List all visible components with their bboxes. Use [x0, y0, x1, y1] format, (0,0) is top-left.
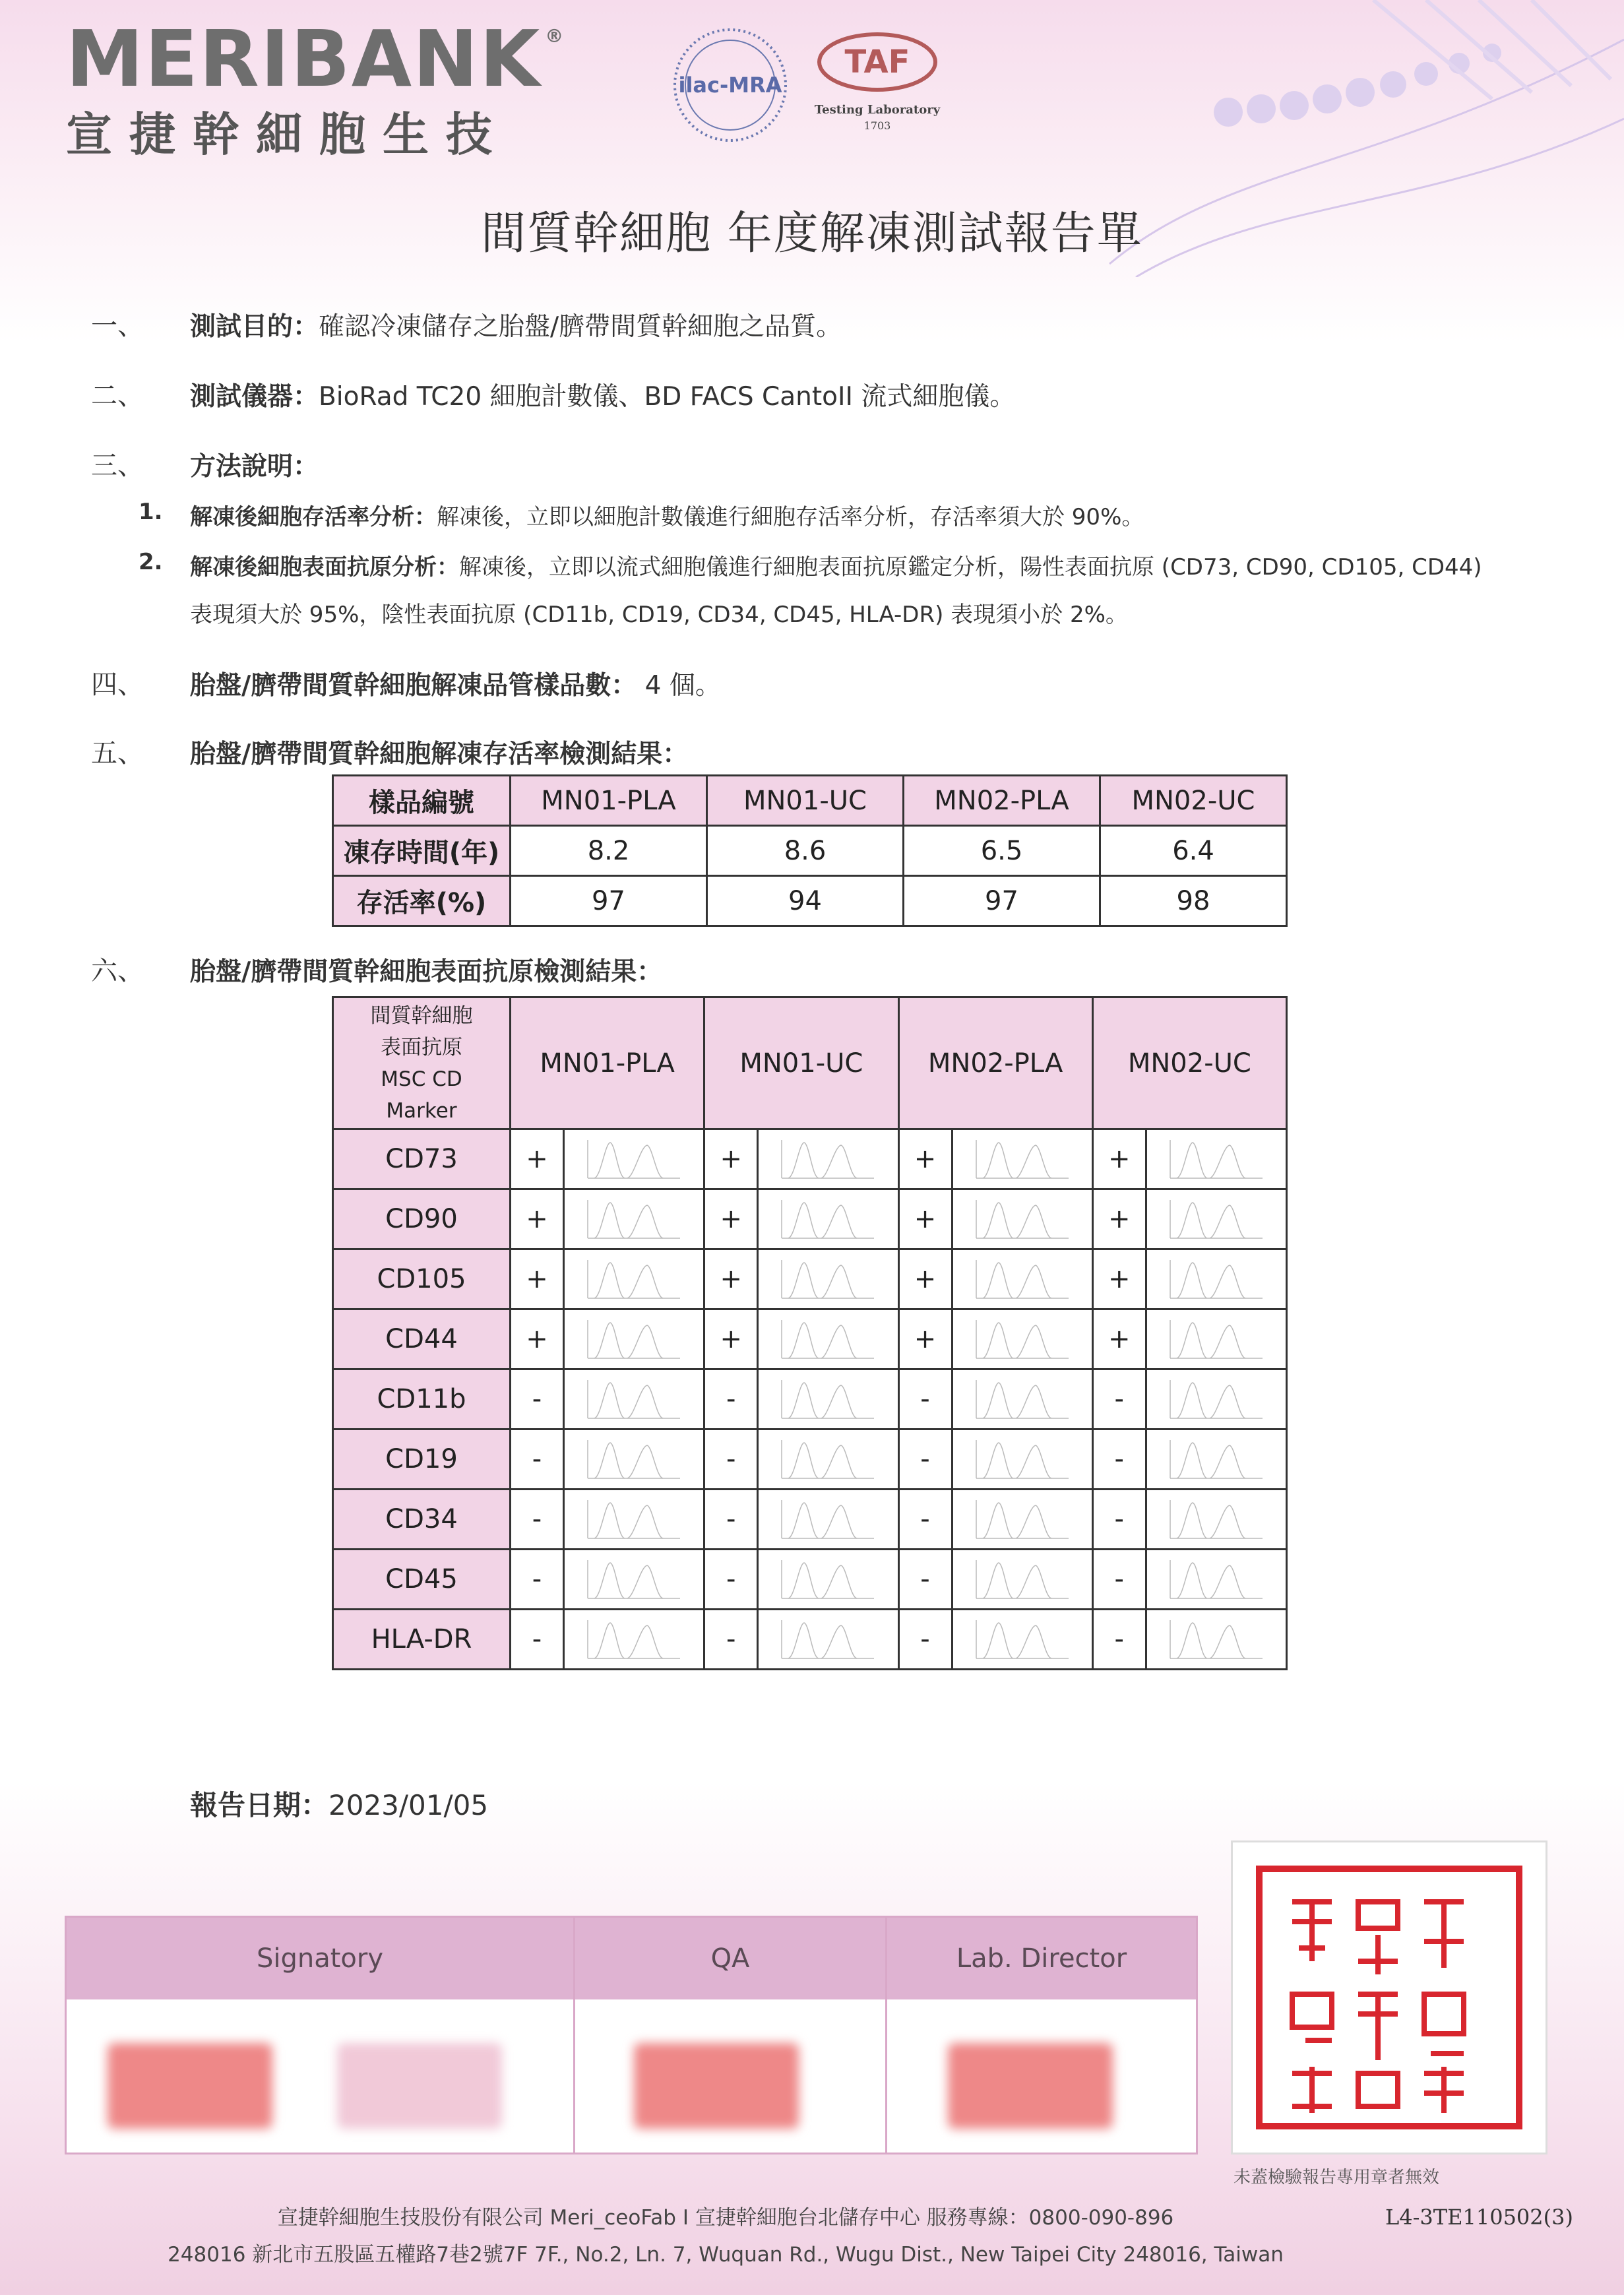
viability-cell: 8.2: [511, 826, 707, 876]
viability-header-cell: MN02-PLA: [904, 776, 1100, 826]
method-1: 解凍後細胞存活率分析：解凍後，立即以細胞計數儀進行細胞存活率分析，存活率須大於 90%。: [190, 504, 1144, 530]
flow-histogram: [564, 1249, 704, 1309]
viability-header-cell: MN01-UC: [707, 776, 904, 826]
marker-row: [333, 1490, 1287, 1550]
viability-cell: 97: [511, 876, 707, 926]
marker-name: CD34: [333, 1490, 511, 1550]
marker-result: -: [704, 1430, 758, 1490]
qa-header: QA: [575, 1918, 885, 1999]
viability-cell: 98: [1100, 876, 1287, 926]
marker-row: [333, 1430, 1287, 1490]
flow-histogram: [952, 1369, 1092, 1430]
flow-histogram: [1146, 1249, 1286, 1309]
report-date: 報告日期：2023/01/05: [190, 1789, 489, 1821]
flow-histogram: [758, 1369, 898, 1430]
marker-name: CD44: [333, 1309, 511, 1369]
flow-histogram: [564, 1129, 704, 1189]
marker-result: -: [898, 1369, 952, 1430]
viability-row-label: 存活率(%): [333, 876, 511, 926]
marker-result: +: [898, 1129, 952, 1189]
section-2-number: 二、: [91, 381, 144, 411]
marker-result: -: [1092, 1490, 1146, 1550]
marker-result: -: [898, 1430, 952, 1490]
marker-name: CD73: [333, 1129, 511, 1189]
marker-result: +: [511, 1189, 564, 1249]
viability-row-label: 凍存時間(年): [333, 826, 511, 876]
footer-address: 248016 新北市五股區五權路7巷2號7F 7F., No.2, Ln. 7, Wuquan Rd., Wugu Dist., New Taipei City 248016, Taiwan: [168, 2243, 1284, 2267]
marker-result: -: [704, 1369, 758, 1430]
flow-histogram: [758, 1309, 898, 1369]
flow-histogram: [758, 1189, 898, 1249]
marker-result: -: [898, 1490, 952, 1550]
marker-sample-header: MN02-UC: [1092, 997, 1286, 1129]
svg-text:ilac-MRA: ilac-MRA: [678, 73, 782, 98]
section-5-title: 胎盤/臍帶間質幹細胞解凍存活率檢測結果：: [190, 739, 689, 769]
flow-histogram: [564, 1610, 704, 1670]
section-3-number: 三、: [91, 451, 144, 481]
marker-name: CD11b: [333, 1369, 511, 1430]
marker-result: +: [704, 1189, 758, 1249]
marker-name: CD90: [333, 1189, 511, 1249]
report-title: 間質幹細胞 年度解凍測試報告單: [481, 208, 1143, 260]
marker-row: [333, 1610, 1287, 1670]
marker-result: +: [898, 1249, 952, 1309]
flow-histogram: [952, 1309, 1092, 1369]
corner-line: Marker: [386, 1098, 457, 1123]
flow-histogram: [952, 1249, 1092, 1309]
marker-result: -: [511, 1550, 564, 1610]
taf-logo: [811, 29, 943, 141]
signatory-signature: [108, 2043, 272, 2129]
viability-table: [332, 774, 1288, 927]
marker-result: +: [898, 1309, 952, 1369]
viability-header-cell: MN01-PLA: [511, 776, 707, 826]
document-code: L4-3TE110502(3): [1385, 2205, 1573, 2230]
marker-result: -: [898, 1610, 952, 1670]
marker-corner-cell: [333, 997, 511, 1129]
marker-sample-header: MN02-PLA: [898, 997, 1092, 1129]
viability-cell: 6.4: [1100, 826, 1287, 876]
marker-table: [332, 996, 1288, 1670]
marker-result: +: [704, 1309, 758, 1369]
flow-histogram: [952, 1490, 1092, 1550]
marker-sample-header: MN01-UC: [704, 997, 898, 1129]
taf-number: 1703: [863, 119, 891, 132]
ilac-mra-logo: [671, 26, 789, 144]
flow-histogram: [1146, 1129, 1286, 1189]
section-6-title: 胎盤/臍帶間質幹細胞表面抗原檢測結果：: [190, 957, 663, 987]
flow-histogram: [952, 1610, 1092, 1670]
marker-row: [333, 1369, 1287, 1430]
viability-cell: 97: [904, 876, 1100, 926]
marker-result: +: [1092, 1129, 1146, 1189]
flow-histogram: [564, 1490, 704, 1550]
section-5-number: 五、: [91, 738, 144, 769]
flow-histogram: [564, 1309, 704, 1369]
flow-histogram: [758, 1129, 898, 1189]
marker-name: CD45: [333, 1550, 511, 1610]
signature-box: [65, 1916, 1198, 2154]
marker-result: -: [511, 1610, 564, 1670]
qa-signature: [634, 2043, 799, 2129]
flow-histogram: [1146, 1550, 1286, 1610]
method-2-number: 2.: [139, 549, 163, 575]
marker-result: +: [1092, 1309, 1146, 1369]
section-2: 測試儀器：BioRad TC20 細胞計數儀、BD FACS CantoII 流式細胞儀。: [190, 382, 1016, 412]
seal-note: 未蓋檢驗報告專用章者無效: [1234, 2168, 1440, 2187]
flow-histogram: [758, 1490, 898, 1550]
marker-result: +: [704, 1249, 758, 1309]
marker-result: -: [1092, 1550, 1146, 1610]
svg-text:TAF: TAF: [844, 44, 910, 80]
marker-row: [333, 1189, 1287, 1249]
flow-histogram: [758, 1610, 898, 1670]
section-1-number: 一、: [91, 311, 144, 341]
marker-result: +: [511, 1249, 564, 1309]
corner-line: MSC CD: [381, 1067, 462, 1091]
flow-histogram: [758, 1430, 898, 1490]
corner-line: 間質幹細胞: [370, 1003, 473, 1028]
marker-result: +: [511, 1309, 564, 1369]
flow-histogram: [564, 1189, 704, 1249]
viability-header-cell: MN02-UC: [1100, 776, 1287, 826]
section-4-number: 四、: [91, 670, 144, 700]
marker-result: -: [898, 1550, 952, 1610]
lab-director-header: Lab. Director: [887, 1918, 1196, 1999]
footer-company: 宣捷幹細胞生技股份有限公司 Meri_ceoFab I 宣捷幹細胞台北儲存中心 服務專線：0800-090-896: [277, 2206, 1174, 2230]
viability-cell: 8.6: [707, 826, 904, 876]
marker-result: -: [704, 1490, 758, 1550]
flow-histogram: [1146, 1610, 1286, 1670]
marker-result: -: [511, 1490, 564, 1550]
flow-histogram: [952, 1550, 1092, 1610]
viability-cell: 94: [707, 876, 904, 926]
flow-histogram: [758, 1550, 898, 1610]
marker-result: +: [511, 1129, 564, 1189]
method-1-number: 1.: [139, 499, 163, 525]
marker-result: -: [704, 1550, 758, 1610]
viability-cell: 6.5: [904, 826, 1100, 876]
marker-result: -: [704, 1610, 758, 1670]
flow-histogram: [1146, 1189, 1286, 1249]
signatory-signature-2: [337, 2043, 502, 2129]
taf-subtitle: Testing Laboratory: [814, 103, 941, 117]
marker-row: [333, 1550, 1287, 1610]
flow-histogram: [952, 1430, 1092, 1490]
lab-director-signature: [948, 2043, 1113, 2129]
flow-histogram: [1146, 1309, 1286, 1369]
flow-histogram: [1146, 1490, 1286, 1550]
marker-name: CD105: [333, 1249, 511, 1309]
flow-histogram: [758, 1249, 898, 1309]
marker-result: +: [1092, 1249, 1146, 1309]
marker-result: -: [511, 1369, 564, 1430]
company-name-zh: 宣捷幹細胞生技: [66, 108, 509, 162]
signatory-header: Signatory: [67, 1918, 573, 1999]
marker-result: +: [704, 1129, 758, 1189]
method-2-continued: 表現須大於 95%，陰性表面抗原 (CD11b, CD19, CD34, CD45, HLA-DR) 表現須小於 2%。: [190, 602, 1128, 628]
flow-histogram: [952, 1189, 1092, 1249]
flow-histogram: [564, 1550, 704, 1610]
marker-result: +: [1092, 1189, 1146, 1249]
marker-row: [333, 1249, 1287, 1309]
marker-sample-header: MN01-PLA: [511, 997, 704, 1129]
flow-histogram: [564, 1369, 704, 1430]
flow-histogram: [1146, 1430, 1286, 1490]
official-seal: [1231, 1840, 1547, 2154]
section-4: 胎盤/臍帶間質幹細胞解凍品管樣品數： 4 個。: [190, 671, 721, 701]
viability-header-cell: 樣品編號: [333, 776, 511, 826]
marker-result: -: [1092, 1430, 1146, 1490]
section-1: 測試目的：確認冷凍儲存之胎盤/臍帶間質幹細胞之品質。: [190, 312, 842, 342]
marker-result: -: [511, 1430, 564, 1490]
method-2: 解凍後細胞表面抗原分析：解凍後，立即以流式細胞儀進行細胞表面抗原鑑定分析，陽性表面抗原 (CD73, CD90, CD105, CD44): [190, 554, 1482, 581]
section-3-title: 方法說明：: [190, 452, 319, 482]
flow-histogram: [564, 1430, 704, 1490]
marker-name: CD19: [333, 1430, 511, 1490]
company-logo: MERIBANK ®: [66, 13, 565, 104]
corner-line: 表面抗原: [381, 1035, 462, 1059]
flow-histogram: [1146, 1369, 1286, 1430]
marker-name: HLA-DR: [333, 1610, 511, 1670]
marker-result: +: [898, 1189, 952, 1249]
flow-histogram: [952, 1129, 1092, 1189]
marker-row: [333, 1309, 1287, 1369]
marker-result: -: [1092, 1610, 1146, 1670]
marker-result: -: [1092, 1369, 1146, 1430]
marker-row: [333, 1129, 1287, 1189]
section-6-number: 六、: [91, 956, 144, 986]
